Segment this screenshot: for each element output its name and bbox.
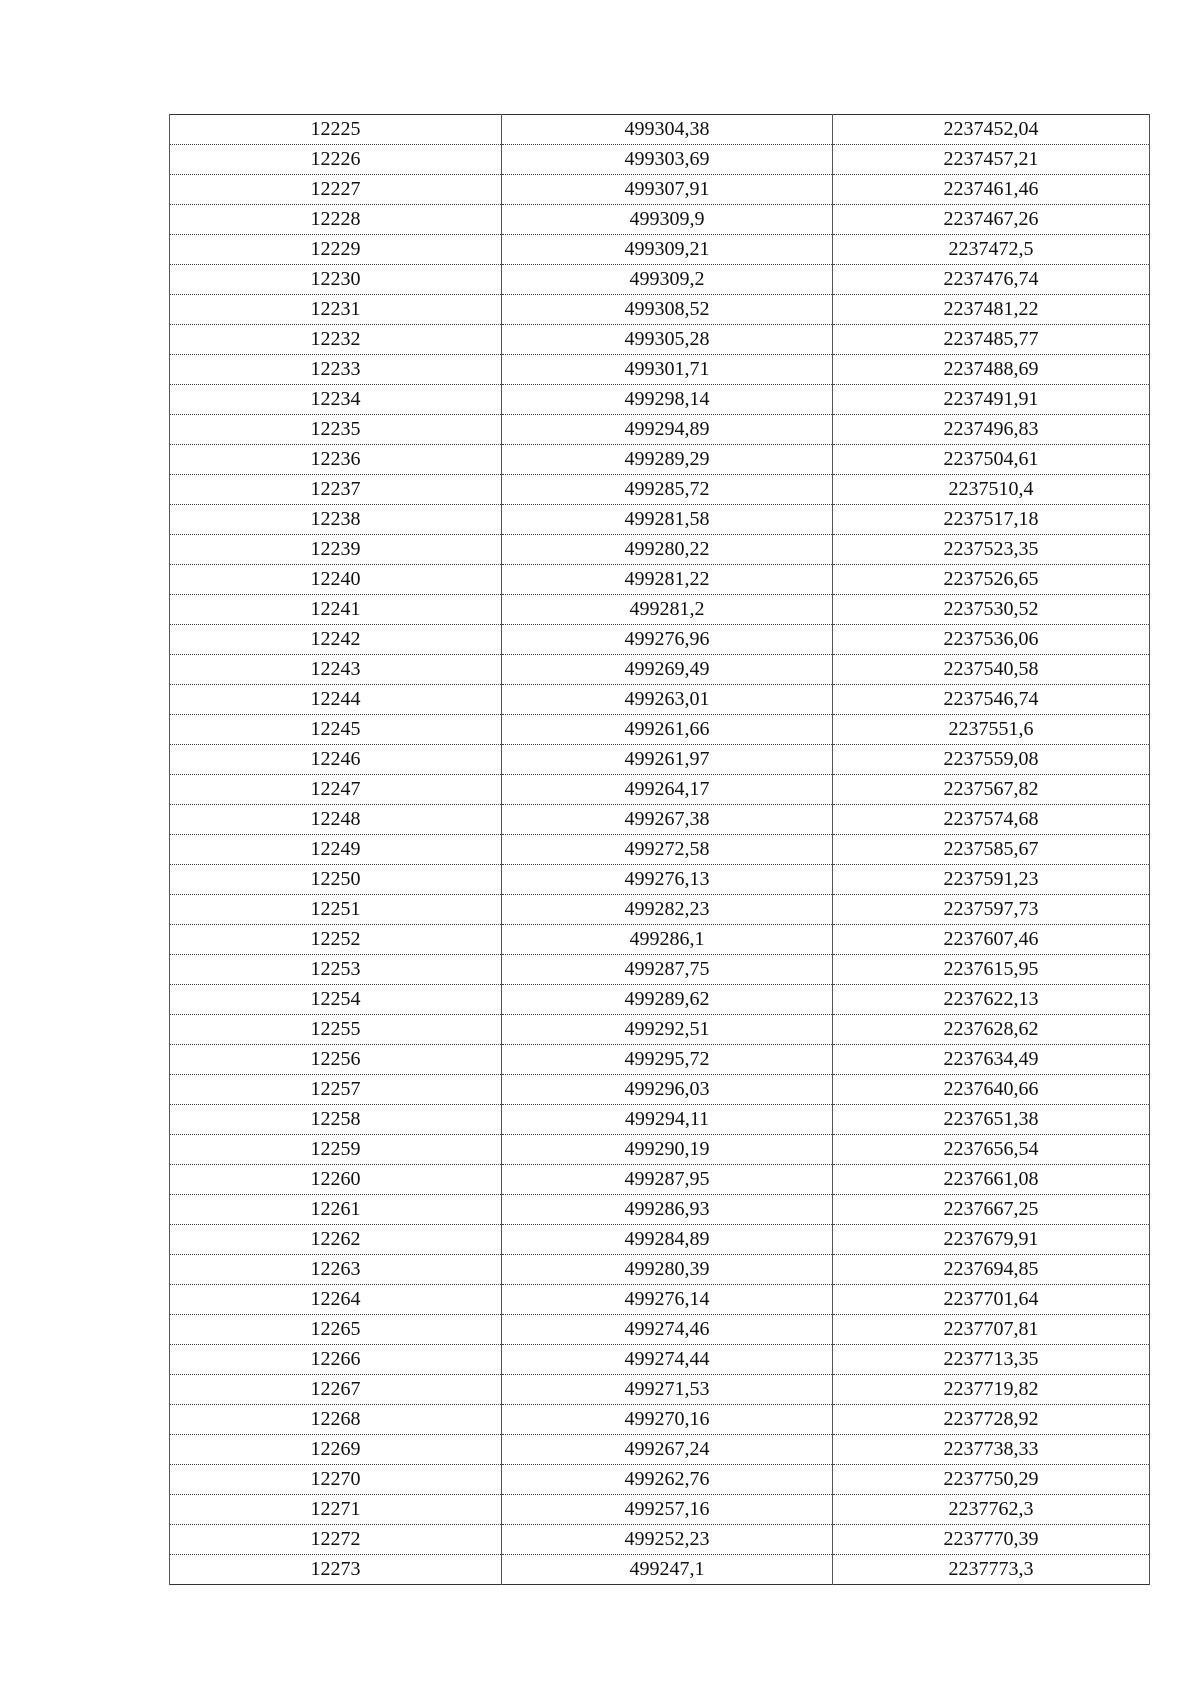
point-number-cell: 12271	[170, 1495, 502, 1525]
table-row	[170, 655, 1150, 685]
point-number-cell: 12252	[170, 925, 502, 955]
point-number-cell: 12241	[170, 595, 502, 625]
y-coordinate-cell: 2237750,29	[833, 1465, 1150, 1495]
table-row	[170, 1045, 1150, 1075]
table-row	[170, 385, 1150, 415]
x-coordinate-cell: 499280,22	[502, 535, 833, 565]
point-number-cell: 12236	[170, 445, 502, 475]
x-coordinate-cell: 499303,69	[502, 145, 833, 175]
table-row	[170, 415, 1150, 445]
x-coordinate-cell: 499309,9	[502, 205, 833, 235]
table-row	[170, 505, 1150, 535]
table-row	[170, 1165, 1150, 1195]
table-row	[170, 295, 1150, 325]
table-row	[170, 1195, 1150, 1225]
x-coordinate-cell: 499281,58	[502, 505, 833, 535]
y-coordinate-cell: 2237504,61	[833, 445, 1150, 475]
point-number-cell: 12228	[170, 205, 502, 235]
point-number-cell: 12264	[170, 1285, 502, 1315]
y-coordinate-cell: 2237485,77	[833, 325, 1150, 355]
x-coordinate-cell: 499308,52	[502, 295, 833, 325]
table-row	[170, 1015, 1150, 1045]
x-coordinate-cell: 499274,44	[502, 1345, 833, 1375]
y-coordinate-cell: 2237622,13	[833, 985, 1150, 1015]
y-coordinate-cell: 2237452,04	[833, 115, 1150, 145]
y-coordinate-cell: 2237634,49	[833, 1045, 1150, 1075]
table-row	[170, 1525, 1150, 1555]
point-number-cell: 12262	[170, 1225, 502, 1255]
x-coordinate-cell: 499296,03	[502, 1075, 833, 1105]
x-coordinate-cell: 499270,16	[502, 1405, 833, 1435]
x-coordinate-cell: 499298,14	[502, 385, 833, 415]
coordinates-table	[169, 114, 1150, 1585]
point-number-cell: 12237	[170, 475, 502, 505]
y-coordinate-cell: 2237461,46	[833, 175, 1150, 205]
table-row	[170, 565, 1150, 595]
table-row	[170, 535, 1150, 565]
y-coordinate-cell: 2237656,54	[833, 1135, 1150, 1165]
point-number-cell: 12243	[170, 655, 502, 685]
point-number-cell: 12244	[170, 685, 502, 715]
x-coordinate-cell: 499261,97	[502, 745, 833, 775]
y-coordinate-cell: 2237540,58	[833, 655, 1150, 685]
x-coordinate-cell: 499292,51	[502, 1015, 833, 1045]
x-coordinate-cell: 499286,1	[502, 925, 833, 955]
x-coordinate-cell: 499280,39	[502, 1255, 833, 1285]
table-row	[170, 205, 1150, 235]
table-row	[170, 1075, 1150, 1105]
table-row	[170, 1255, 1150, 1285]
x-coordinate-cell: 499267,24	[502, 1435, 833, 1465]
y-coordinate-cell: 2237585,67	[833, 835, 1150, 865]
x-coordinate-cell: 499309,2	[502, 265, 833, 295]
y-coordinate-cell: 2237773,3	[833, 1555, 1150, 1585]
point-number-cell: 12270	[170, 1465, 502, 1495]
y-coordinate-cell: 2237707,81	[833, 1315, 1150, 1345]
x-coordinate-cell: 499282,23	[502, 895, 833, 925]
point-number-cell: 12229	[170, 235, 502, 265]
point-number-cell: 12230	[170, 265, 502, 295]
table-row	[170, 1345, 1150, 1375]
x-coordinate-cell: 499307,91	[502, 175, 833, 205]
point-number-cell: 12267	[170, 1375, 502, 1405]
table-row	[170, 325, 1150, 355]
y-coordinate-cell: 2237467,26	[833, 205, 1150, 235]
x-coordinate-cell: 499261,66	[502, 715, 833, 745]
table-row	[170, 115, 1150, 145]
coordinates-table-body	[170, 115, 1150, 1585]
y-coordinate-cell: 2237496,83	[833, 415, 1150, 445]
x-coordinate-cell: 499276,13	[502, 865, 833, 895]
point-number-cell: 12238	[170, 505, 502, 535]
point-number-cell: 12254	[170, 985, 502, 1015]
y-coordinate-cell: 2237488,69	[833, 355, 1150, 385]
point-number-cell: 12250	[170, 865, 502, 895]
point-number-cell: 12242	[170, 625, 502, 655]
x-coordinate-cell: 499305,28	[502, 325, 833, 355]
point-number-cell: 12261	[170, 1195, 502, 1225]
x-coordinate-cell: 499295,72	[502, 1045, 833, 1075]
point-number-cell: 12255	[170, 1015, 502, 1045]
x-coordinate-cell: 499272,58	[502, 835, 833, 865]
x-coordinate-cell: 499290,19	[502, 1135, 833, 1165]
x-coordinate-cell: 499276,96	[502, 625, 833, 655]
x-coordinate-cell: 499287,75	[502, 955, 833, 985]
x-coordinate-cell: 499262,76	[502, 1465, 833, 1495]
y-coordinate-cell: 2237510,4	[833, 475, 1150, 505]
point-number-cell: 12253	[170, 955, 502, 985]
y-coordinate-cell: 2237457,21	[833, 145, 1150, 175]
table-row	[170, 1225, 1150, 1255]
y-coordinate-cell: 2237738,33	[833, 1435, 1150, 1465]
point-number-cell: 12240	[170, 565, 502, 595]
y-coordinate-cell: 2237567,82	[833, 775, 1150, 805]
y-coordinate-cell: 2237667,25	[833, 1195, 1150, 1225]
y-coordinate-cell: 2237526,65	[833, 565, 1150, 595]
table-row	[170, 355, 1150, 385]
point-number-cell: 12247	[170, 775, 502, 805]
point-number-cell: 12231	[170, 295, 502, 325]
point-number-cell: 12248	[170, 805, 502, 835]
point-number-cell: 12249	[170, 835, 502, 865]
x-coordinate-cell: 499294,11	[502, 1105, 833, 1135]
x-coordinate-cell: 499304,38	[502, 115, 833, 145]
point-number-cell: 12246	[170, 745, 502, 775]
table-row	[170, 475, 1150, 505]
y-coordinate-cell: 2237701,64	[833, 1285, 1150, 1315]
x-coordinate-cell: 499284,89	[502, 1225, 833, 1255]
table-row	[170, 265, 1150, 295]
table-row	[170, 595, 1150, 625]
table-row	[170, 625, 1150, 655]
point-number-cell: 12226	[170, 145, 502, 175]
x-coordinate-cell: 499269,49	[502, 655, 833, 685]
table-row	[170, 1105, 1150, 1135]
x-coordinate-cell: 499263,01	[502, 685, 833, 715]
table-row	[170, 775, 1150, 805]
y-coordinate-cell: 2237491,91	[833, 385, 1150, 415]
point-number-cell: 12225	[170, 115, 502, 145]
x-coordinate-cell: 499267,38	[502, 805, 833, 835]
point-number-cell: 12235	[170, 415, 502, 445]
y-coordinate-cell: 2237651,38	[833, 1105, 1150, 1135]
x-coordinate-cell: 499294,89	[502, 415, 833, 445]
point-number-cell: 12269	[170, 1435, 502, 1465]
x-coordinate-cell: 499287,95	[502, 1165, 833, 1195]
point-number-cell: 12245	[170, 715, 502, 745]
point-number-cell: 12251	[170, 895, 502, 925]
table-row	[170, 805, 1150, 835]
table-row	[170, 955, 1150, 985]
y-coordinate-cell: 2237536,06	[833, 625, 1150, 655]
point-number-cell: 12273	[170, 1555, 502, 1585]
y-coordinate-cell: 2237762,3	[833, 1495, 1150, 1525]
table-row	[170, 835, 1150, 865]
y-coordinate-cell: 2237607,46	[833, 925, 1150, 955]
y-coordinate-cell: 2237713,35	[833, 1345, 1150, 1375]
y-coordinate-cell: 2237719,82	[833, 1375, 1150, 1405]
y-coordinate-cell: 2237559,08	[833, 745, 1150, 775]
point-number-cell: 12227	[170, 175, 502, 205]
y-coordinate-cell: 2237530,52	[833, 595, 1150, 625]
point-number-cell: 12257	[170, 1075, 502, 1105]
table-row	[170, 1285, 1150, 1315]
y-coordinate-cell: 2237640,66	[833, 1075, 1150, 1105]
point-number-cell: 12263	[170, 1255, 502, 1285]
point-number-cell: 12266	[170, 1345, 502, 1375]
point-number-cell: 12234	[170, 385, 502, 415]
y-coordinate-cell: 2237661,08	[833, 1165, 1150, 1195]
table-row	[170, 1375, 1150, 1405]
x-coordinate-cell: 499252,23	[502, 1525, 833, 1555]
y-coordinate-cell: 2237551,6	[833, 715, 1150, 745]
point-number-cell: 12233	[170, 355, 502, 385]
y-coordinate-cell: 2237770,39	[833, 1525, 1150, 1555]
table-row	[170, 865, 1150, 895]
y-coordinate-cell: 2237517,18	[833, 505, 1150, 535]
table-row	[170, 1465, 1150, 1495]
point-number-cell: 12265	[170, 1315, 502, 1345]
y-coordinate-cell: 2237615,95	[833, 955, 1150, 985]
x-coordinate-cell: 499264,17	[502, 775, 833, 805]
point-number-cell: 12268	[170, 1405, 502, 1435]
table-row	[170, 1315, 1150, 1345]
x-coordinate-cell: 499257,16	[502, 1495, 833, 1525]
y-coordinate-cell: 2237628,62	[833, 1015, 1150, 1045]
table-row	[170, 895, 1150, 925]
table-row	[170, 145, 1150, 175]
table-row	[170, 685, 1150, 715]
x-coordinate-cell: 499289,29	[502, 445, 833, 475]
table-row	[170, 445, 1150, 475]
y-coordinate-cell: 2237574,68	[833, 805, 1150, 835]
point-number-cell: 12272	[170, 1525, 502, 1555]
x-coordinate-cell: 499281,22	[502, 565, 833, 595]
x-coordinate-cell: 499276,14	[502, 1285, 833, 1315]
y-coordinate-cell: 2237694,85	[833, 1255, 1150, 1285]
x-coordinate-cell: 499289,62	[502, 985, 833, 1015]
table-row	[170, 925, 1150, 955]
y-coordinate-cell: 2237679,91	[833, 1225, 1150, 1255]
point-number-cell: 12232	[170, 325, 502, 355]
x-coordinate-cell: 499281,2	[502, 595, 833, 625]
point-number-cell: 12258	[170, 1105, 502, 1135]
table-row	[170, 715, 1150, 745]
x-coordinate-cell: 499286,93	[502, 1195, 833, 1225]
point-number-cell: 12259	[170, 1135, 502, 1165]
table-row	[170, 1495, 1150, 1525]
x-coordinate-cell: 499301,71	[502, 355, 833, 385]
y-coordinate-cell: 2237546,74	[833, 685, 1150, 715]
point-number-cell: 12260	[170, 1165, 502, 1195]
table-row	[170, 985, 1150, 1015]
y-coordinate-cell: 2237728,92	[833, 1405, 1150, 1435]
table-row	[170, 175, 1150, 205]
y-coordinate-cell: 2237523,35	[833, 535, 1150, 565]
point-number-cell: 12256	[170, 1045, 502, 1075]
table-row	[170, 1405, 1150, 1435]
table-row	[170, 745, 1150, 775]
y-coordinate-cell: 2237597,73	[833, 895, 1150, 925]
x-coordinate-cell: 499247,1	[502, 1555, 833, 1585]
y-coordinate-cell: 2237591,23	[833, 865, 1150, 895]
point-number-cell: 12239	[170, 535, 502, 565]
table-row	[170, 1555, 1150, 1585]
y-coordinate-cell: 2237472,5	[833, 235, 1150, 265]
table-row	[170, 1435, 1150, 1465]
x-coordinate-cell: 499285,72	[502, 475, 833, 505]
x-coordinate-cell: 499271,53	[502, 1375, 833, 1405]
x-coordinate-cell: 499309,21	[502, 235, 833, 265]
y-coordinate-cell: 2237476,74	[833, 265, 1150, 295]
y-coordinate-cell: 2237481,22	[833, 295, 1150, 325]
table-row	[170, 235, 1150, 265]
table-row	[170, 1135, 1150, 1165]
x-coordinate-cell: 499274,46	[502, 1315, 833, 1345]
